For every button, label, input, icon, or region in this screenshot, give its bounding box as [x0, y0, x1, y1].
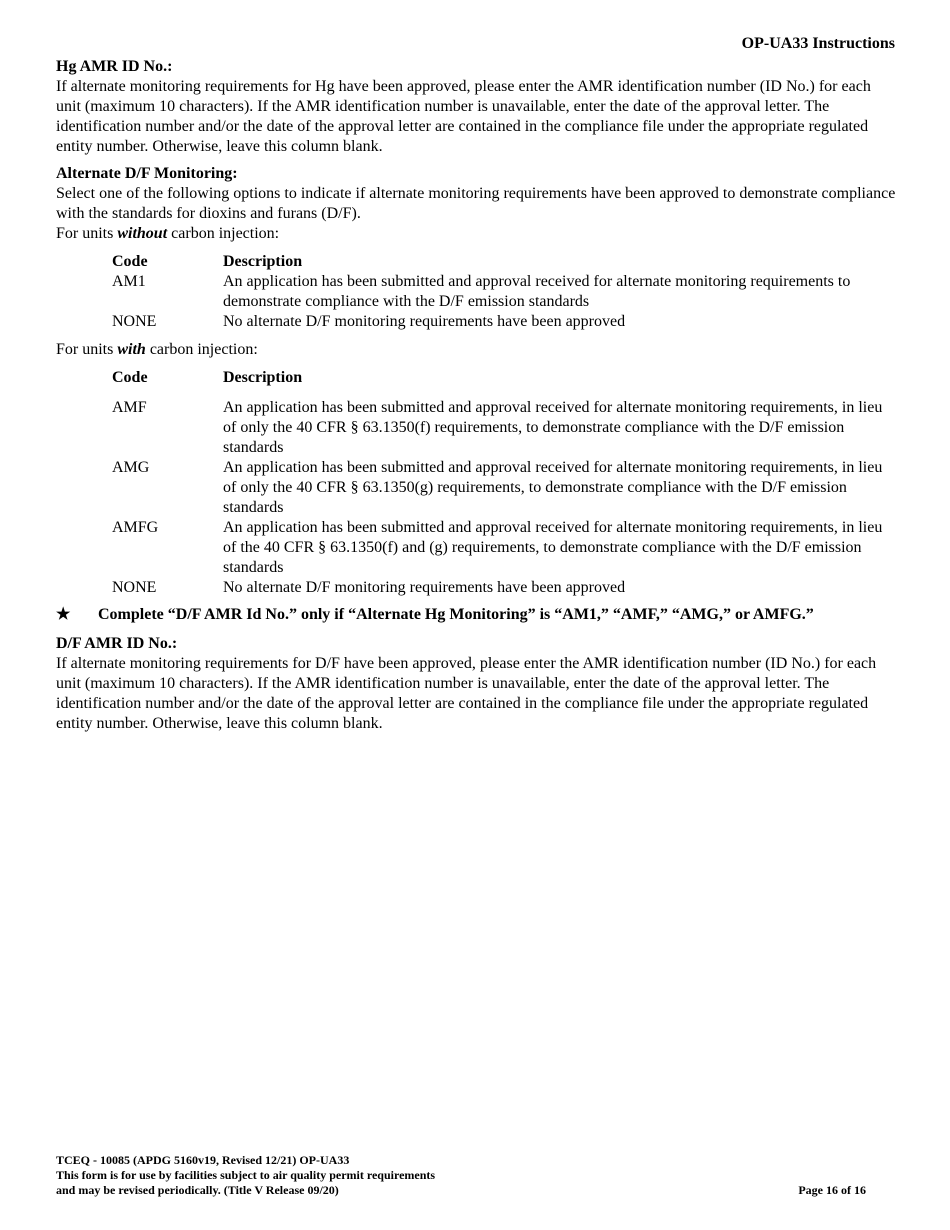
column-header-code: Code [112, 253, 148, 270]
alternate-df-heading: Alternate D/F Monitoring: [56, 165, 238, 182]
row-description: No alternate D/F monitoring requirements have been approved [223, 579, 626, 596]
with-prefix: For units [56, 341, 118, 358]
without-carbon-label [56, 224, 896, 244]
hg-amr-body: If alternate monitoring requirements for Hg have been approved, please enter the AMR identification number (ID No.) for each unit (maximum 10 characters). If the AMR identification number is unavailable, enter the date of the approval letter. The identification number and/or the date of the approval letter are contained in the compliance file under the appropriate regulated entity number. Otherwise, leave this column blank. [56, 78, 871, 155]
alternate-df-section [56, 164, 896, 244]
footer-form-id: TCEQ - 10085 (APDG 5160v19, Revised 12/21) OP-UA33 [56, 1153, 350, 1167]
table-header-row [112, 252, 896, 272]
table-row [112, 312, 896, 332]
with-carbon-label [56, 340, 258, 360]
page-footer [56, 1153, 866, 1198]
row-code: AMG [112, 459, 150, 476]
document-title: OP-UA33 Instructions [741, 35, 895, 52]
completion-note [56, 605, 896, 625]
hg-amr-heading: Hg AMR ID No.: [56, 58, 173, 75]
row-description: No alternate D/F monitoring requirements have been approved [223, 313, 626, 330]
table-row [112, 518, 896, 578]
row-description: An application has been submitted and approval received for alternate monitoring requirements to demonstrate compliance with the D/F emission standards [223, 273, 851, 310]
table-header-row [112, 368, 896, 398]
footer-revision-note: and may be revised periodically. (Title V Release 09/20) [56, 1183, 339, 1197]
df-amr-section [56, 634, 896, 734]
with-suffix: carbon injection: [145, 341, 258, 358]
without-emphasis: without [117, 225, 168, 242]
table-row [112, 458, 896, 518]
row-code: AM1 [112, 273, 146, 290]
column-header-description: Description [223, 253, 303, 270]
star-icon: ★ [56, 606, 71, 623]
table-row [112, 578, 896, 598]
codes-table-without-carbon [112, 252, 896, 332]
without-suffix: carbon injection: [167, 225, 280, 242]
without-prefix: For units [56, 225, 118, 242]
footer-usage-note: This form is for use by facilities subject to air quality permit requirements [56, 1168, 436, 1182]
row-code: AMFG [112, 519, 159, 536]
hg-amr-section [56, 57, 896, 157]
table-row [112, 398, 896, 458]
page-number: Page 16 of 16 [798, 1183, 866, 1197]
completion-note-text: Complete “D/F AMR Id No.” only if “Alternate Hg Monitoring” is “AM1,” “AMF,” “AMG,” or AMFG.” [98, 606, 814, 623]
row-description: An application has been submitted and approval received for alternate monitoring requirements, in lieu of only the 40 CFR § 63.1350(f) requirements, to demonstrate compliance with the D/F emission standards [223, 399, 883, 456]
row-code: NONE [112, 313, 157, 330]
row-description: An application has been submitted and approval received for alternate monitoring requirements, in lieu of the 40 CFR § 63.1350(f) and (g) requirements, to demonstrate compliance with the D/F emission standards [223, 519, 883, 576]
alternate-df-body: Select one of the following options to indicate if alternate monitoring requirements have been approved to demonstrate compliance with the standards for dioxins and furans (D/F). [56, 185, 896, 222]
row-description: An application has been submitted and approval received for alternate monitoring requirements, in lieu of only the 40 CFR § 63.1350(g) requirements, to demonstrate compliance with the D/F emission standards [223, 459, 883, 516]
table-row [112, 272, 896, 312]
df-amr-heading: D/F AMR ID No.: [56, 635, 178, 652]
codes-table-with-carbon [112, 368, 896, 598]
row-code: NONE [112, 579, 157, 596]
df-amr-body: If alternate monitoring requirements for D/F have been approved, please enter the AMR identification number (ID No.) for each unit (maximum 10 characters). If the AMR identification number is unavailable, enter the date of the approval letter. The identification number and/or the date of the approval letter are contained in the compliance file under the appropriate regulated entity number. Otherwise, leave this column blank. [56, 655, 877, 732]
column-header-description: Description [223, 369, 303, 386]
with-emphasis: with [117, 341, 146, 358]
column-header-code: Code [112, 369, 148, 386]
row-code: AMF [112, 399, 147, 416]
